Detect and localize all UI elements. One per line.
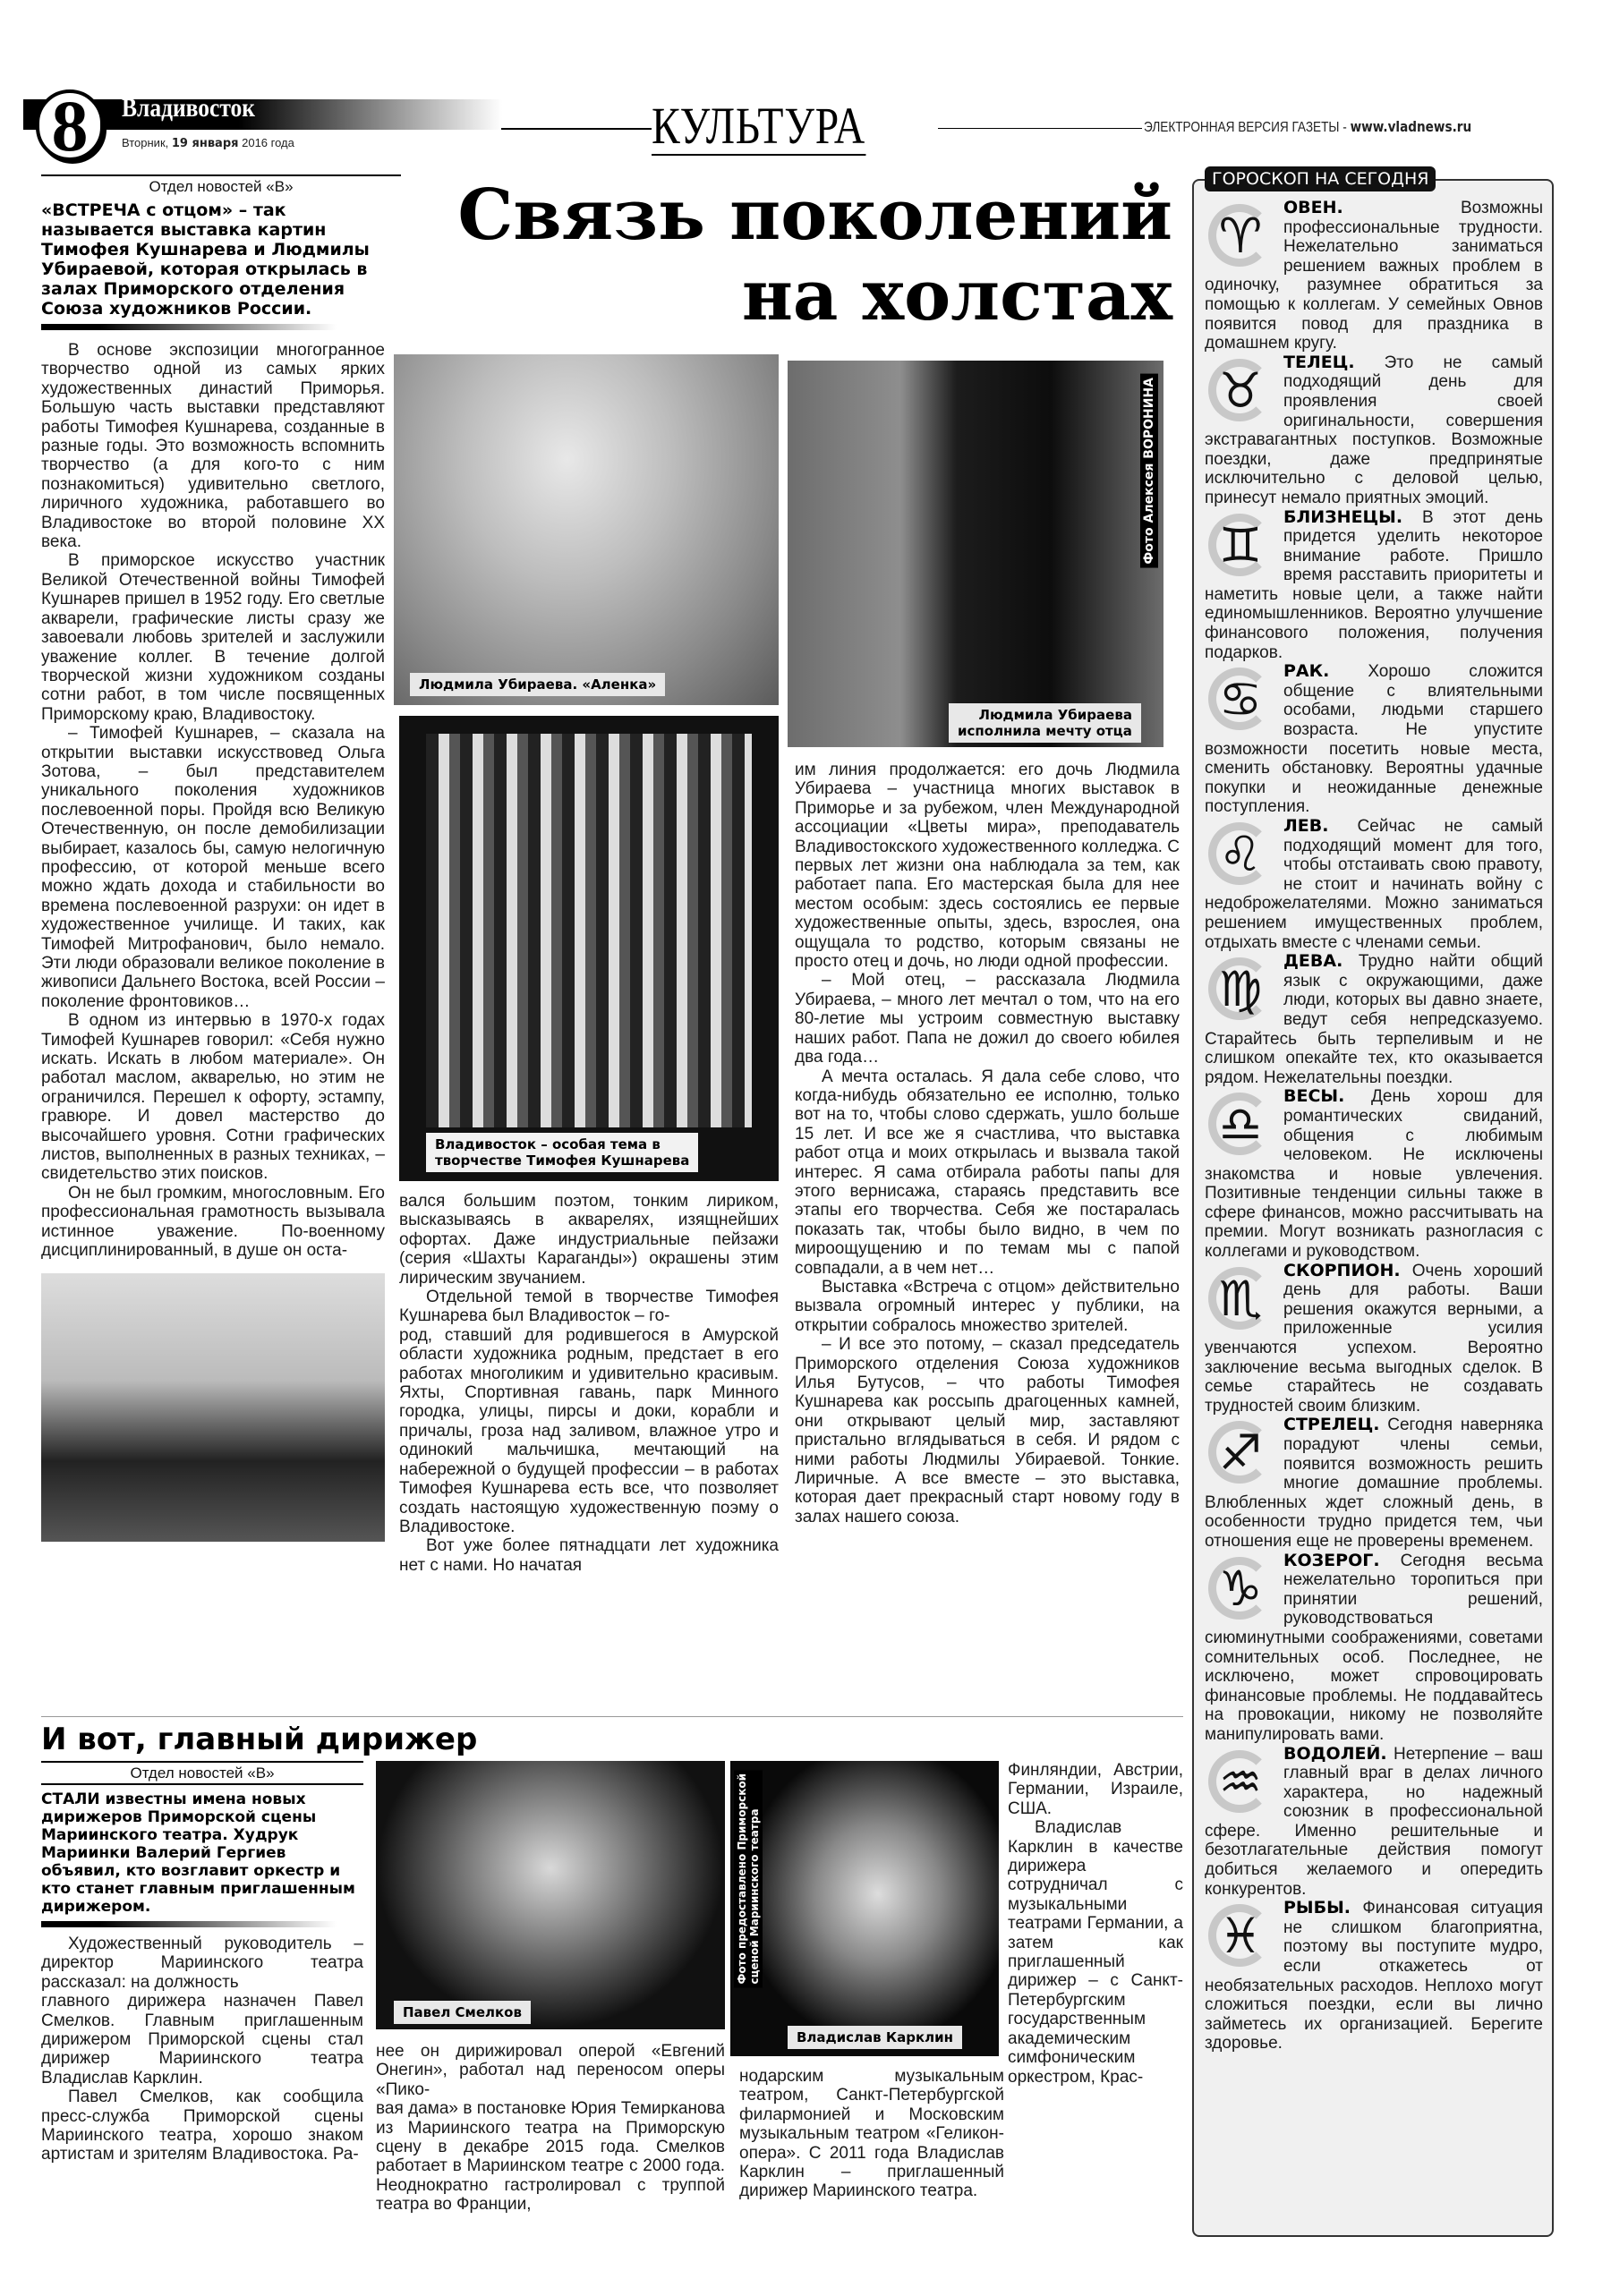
edition-note [1144, 118, 1471, 136]
horoscope-sign-cancer [1205, 662, 1543, 817]
lead-underline-2 [41, 1921, 337, 1927]
sign-text: Это не самый подходящий день для проявления своей оригинальности, совершения экстравагантных поступков. Возможные поездки, даже предпринятые исключительно с деловой целью, принесут немало приятных эмоций. [1205, 353, 1543, 507]
paragraph: Отдельной темой в творчестве Тимофея Кушнарева был Владивосток – го- [399, 1288, 779, 1326]
paragraph: главного дирижера назначен Павел Смелков. Главным приглашенным дирижером Приморской сцены стал дирижер Мариинского театра Владислав Карклин. [41, 1992, 363, 2088]
newspaper-name: Владивосток [122, 93, 255, 123]
ubiraeva-portrait-photo [788, 361, 1164, 747]
article1-lead: «ВСТРЕЧА с отцом» – так называется выставка картин Тимофея Кушнарева и Людмилы Убираевой, которая открылась в залах Приморского отделения Союза художников России. [41, 200, 370, 319]
sign-text: Очень хороший день для работы. Ваши решения окажутся верными, а приложенные усилия увенчаются успехом. Вероятно заключение весьма выгодных сделок. В семье старайтесь не создавать трудностей своим близким. [1205, 1261, 1543, 1416]
paragraph: А мечта осталась. Я дала себе слово, что когда-нибудь обязательно ее исполню, только вот на то, чтобы слово сдержать, ушло больше 15 лет. И все же я счастлива, что выставка работ отца и моих открылась и вызвала такой интерес. Я сама отбирала работы папы для этого вернисажа, стараясь представить все этапы его творчества. Себя же постаралась показать так, чтобы было видно, в чем по мироощущению и по темам мы с папой совпадали, а в чем нет… [795, 1067, 1180, 1278]
smelkov-caption: Павел Смелков [394, 2001, 531, 2024]
sign-text: В этот день придется уделить некоторое внимание работе. Пришло время расставить приоритеты и наметить новые цели, а также найти единомышленников. Вероятно улучшение финансового положения, получения подарков. [1205, 507, 1543, 662]
cancer-icon: ♋ [1205, 664, 1276, 737]
title-line-1: Связь поколений [457, 174, 1172, 256]
article2-byline: Отдел новостей «В» [41, 1761, 363, 1785]
sign-text: Нетерпение – ваш главный враг в делах личного характера, но надежный союзник в профессиональной сфере. Именно решительные и безотлагательные действия помогут добиться желаемого и опередить конкурентов. [1205, 1744, 1543, 1899]
paragraph: Он не был громким, многословным. Его профессиональная грамотность вызывала истинное уважение. По-военному дисциплинированный, в душе он оста- [41, 1183, 385, 1261]
paragraph: нодарским музыкальным театром, Санкт-Петербургской филармонией и Московским музыкальным театром «Геликон-опера». С 2011 года Владислав Карклин – приглашенный дирижер Мариинского театра. [739, 2067, 1004, 2201]
header-rule-left [501, 128, 652, 130]
paragraph: – Мой отец, – рассказала Людмила Убираева, – много лет мечтал о том, что на его 80-летие мы устроим совместную выставку наших работ. Папа не дожил до своего юбилея два года… [795, 971, 1180, 1067]
paragraph: В одном из интервью в 1970-х годах Тимофей Кушнарев говорил: «Себя нужно искать. Искать в любом материале». Он работал маслом, акварелью, но этим не ограничился. Перешел к офорту, эстампу, гравюре. И довел мастерство до высочайшего уровня. Сотни графических листов, выполненных в разных техниках, – свидетельство этих поисков. [41, 1011, 385, 1184]
city-caption [426, 1133, 698, 1172]
lead-underline [41, 324, 337, 330]
article1-column-1 [41, 200, 385, 1542]
article1-column-3 [795, 761, 1180, 1526]
portrait-caption [949, 703, 1141, 743]
leo-icon: ♌ [1205, 819, 1276, 892]
sign-name: ЛЕВ. [1283, 817, 1329, 836]
date-day: 19 января [171, 137, 239, 150]
sign-text: Сейчас не самый подходящий момент для того, чтобы отстаивать свою правоту, не стоит и начинать войну с недоброжелателями. Можно заниматься решением имущественных проблем, отдыхать вместе с членами семьи. [1205, 817, 1543, 952]
sign-name: ДЕВА. [1283, 952, 1343, 972]
paragraph: вая дама» в постановке Юрия Темирканова из Мариинского театра на Приморскую сцену в декабре 2015 года. Смелков работает в Мариинском театре с 2000 года. Неоднократно гастролировал с труппой театра во Франции, [376, 2099, 725, 2215]
horoscope-sign-sagittarius [1205, 1416, 1543, 1551]
sign-name: КОЗЕРОГ. [1283, 1551, 1380, 1570]
paragraph: Владислав Карклин в качестве дирижера сотрудничал с музыкальными театрами Германии, а затем как приглашенный дирижер – с Санкт-Петербургским государственным академическим симфоническим оркестром, Крас- [1008, 1818, 1183, 2087]
paragraph: нее он дирижировал оперой «Евгений Онегин», работал над переносом оперы «Пико- [376, 2042, 725, 2099]
paragraph: – Тимофей Кушнарев, – сказала на открытии выставки искусствовед Ольга Зотова, – был представителем уникального поколения художников послевоенной поры. Пройдя всю Великую Отечественную, он после демобилизации выбирает, казалось бы, самую нелогичную профессию, от которой меньше всего можно ждать дохода и стабильности во времена послевоенной разрухи: он идет в художественное училище. И таких, как Тимофей Митрофанович, было немало. Эти люди образовали великое поколение в живописи Дальнего Востока, всей России – поколение фронтовиков… [41, 724, 385, 1011]
edition-label: ЭЛЕКТРОННАЯ ВЕРСИЯ ГАЗЕТЫ - [1144, 120, 1347, 135]
sign-name: БЛИЗНЕЦЫ. [1283, 507, 1403, 527]
sign-name: СКОРПИОН. [1283, 1261, 1401, 1280]
horoscope-sign-pisces [1205, 1899, 1543, 2054]
paragraph: вался большим поэтом, тонким лириком, высказываясь в акварелях, изящнейших офортах. Даже индустриальные пейзажи (серия «Шахты Караганды») окрашены этим лирическим звучанием. [399, 1192, 779, 1288]
sign-text: Сегодня весьма нежелательно торопиться при принятии решений, руководствоваться сиюминутными соображениями, советами сомнительных особ. Последнее, не исключено, может спровоцировать финансовые проблемы. Не поддавайтесь на провокации, никому не позволяйте манипулировать вами. [1205, 1551, 1543, 1744]
sign-name: ВЕСЫ. [1283, 1087, 1345, 1107]
horoscope-sign-scorpio [1205, 1262, 1543, 1416]
sign-name: РЫБЫ. [1283, 1899, 1351, 1918]
horoscope-list [1205, 199, 1543, 2054]
sign-name: ОВЕН. [1283, 199, 1343, 217]
city-engraving-frame [399, 716, 779, 1181]
city-caption-line-2: творчестве Тимофея Кушнарева [435, 1152, 690, 1169]
sign-name: ВОДОЛЕЙ. [1283, 1744, 1387, 1764]
article2-column-3-narrow [1008, 1761, 1183, 2087]
painting-caption: Людмила Убираева. «Аленка» [410, 673, 665, 696]
paragraph: В приморское искусство участник Великой Отечественной войны Тимофей Кушнарев пришел в 1952 году. Его светлые акварели, графические листы сразу же завоевали любовь зрителей и заслужили уважение коллег. В течение долгой творческой жизни художником созданы сотни работ, в том числе посвященных Приморскому краю, Владивостоку. [41, 551, 385, 724]
sign-text: День хорош для романтических свиданий, общения с любимым человеком. Не исключены знакомства и новые увлечения. Позитивные тенденции сильны также в сфере финансов, можно рассчитывать на премии. Могут возникать разногласия с коллегами и руководством. [1205, 1087, 1543, 1262]
portrait-caption-line-2: исполнила мечту отца [958, 723, 1132, 739]
date-weekday: Вторник, [122, 136, 169, 149]
sign-name: ТЕЛЕЦ. [1283, 353, 1355, 372]
paragraph: Выставка «Встреча с отцом» действительно вызвала огромный интерес у публики, на открытии собралось множество зрителей. [795, 1277, 1180, 1335]
horoscope-sign-taurus [1205, 353, 1543, 508]
paragraph: Финляндии, Австрии, Германии, Израиле, США. [1008, 1761, 1183, 1818]
photo-credit-2-line-1: Фото предоставлено Приморской [736, 1773, 748, 1985]
article1-column-2-text [399, 1192, 779, 1575]
exhibition-visitors-photo [41, 1273, 385, 1542]
article2-column-1-text [41, 1935, 363, 2164]
gemini-icon: ♊ [1205, 510, 1276, 583]
article2-column-2 [376, 2042, 725, 2215]
article2-title: И вот, главный дирижер [41, 1722, 478, 1757]
article1-column-1-text [41, 341, 385, 1261]
date-year: 2016 года [242, 136, 294, 149]
horoscope-sign-aquarius [1205, 1745, 1543, 1900]
page-number: 8 [36, 89, 104, 161]
issue-date [122, 136, 294, 150]
painting-alenka-photo [394, 354, 779, 705]
article2-column-1 [41, 1761, 363, 2164]
article2-lead: СТАЛИ известны имена новых дирижеров Приморской сцены Мариинского театра. Худрук Мариинки Валерий Гергиев объявил, кто возглавит оркестр и кто станет главным приглашенным дирижером. [41, 1790, 355, 1916]
paragraph: им линия продолжается: его дочь Людмила Убираева – участница многих выставок в Приморье и за рубежом, член Международной ассоциации «Цветы мира», преподаватель Владивостокского художественного колледжа. С первых лет жизни она наблюдала за тем, как работает папа. Его мастерская была для нее местом особым: здесь состоялись ее первые художественные опыты, здесь, взрослея, она ощущала то родство, которым связаны не просто отец и дочь, но люди одной профессии. [795, 761, 1180, 972]
sign-name: РАК. [1283, 662, 1330, 682]
virgo-icon: ♍ [1205, 954, 1276, 1027]
section-title: КУЛЬТУРА [652, 97, 866, 155]
article1-byline: Отдел новостей «В» [41, 174, 401, 197]
aquarius-icon: ♒ [1205, 1747, 1276, 1820]
paragraph: род, ставший для родившегося в Амурской области художника родным, предстает в его работах многоликим и удивительно красивым. Яхты, Спортивная гавань, парк Минного городка, улицы, пирсы и доки, корабли и причалы, гроза над заливом, влажное утро и одинокий мальчишка, мечтающий на набережной о будущей профессии – в работах Тимофея Кушнарева есть все, что позволяет создать настоящую художественную поэму о Владивостоке. [399, 1325, 779, 1536]
aries-icon: ♈ [1205, 200, 1276, 274]
sign-text: Сегодня наверняка порадуют члены семьи, появится возможность решить многие домашние проблемы. Влюбленных ждет сложный день, в особенности трудно придется тем, чьи отношения еще не проверены временем. [1205, 1416, 1543, 1551]
horoscope-sign-capricorn [1205, 1552, 1543, 1745]
sign-text: Возможны профессиональные трудности. Нежелательно заниматься решением важных проблем в одиночку, разумнее обратиться за помощью к коллегам. У семейных Овнов появится повод для праздника в домашнем кругу. [1205, 199, 1543, 353]
header-rule-right [938, 128, 1142, 129]
portrait-caption-line-1: Людмила Убираева [978, 707, 1132, 723]
horoscope-title: ГОРОСКОП НА СЕГОДНЯ [1205, 166, 1436, 191]
article1-column-2 [399, 716, 779, 1575]
photo-credit: Фото Алексея ВОРОНИНА [1140, 374, 1158, 568]
horoscope-sign-libra [1205, 1087, 1543, 1261]
vladivostok-engraving [426, 734, 752, 1127]
edition-url[interactable]: www.vladnews.ru [1350, 118, 1472, 135]
libra-icon: ♎ [1205, 1089, 1276, 1162]
sign-text: Трудно найти общий язык с окружающими, даже люди, которых вы давно знаете, ведут себя непредсказуемо. Старайтесь быть терпеливым и не слишком опекайте тех, кто оказывается рядом. Нежелательны поездки. [1205, 952, 1543, 1087]
horoscope-sign-leo [1205, 817, 1543, 952]
article1-title [421, 175, 1172, 336]
karklin-caption: Владислав Карклин [788, 2026, 962, 2049]
sign-text: Хорошо сложится общение с влиятельными особами, людьми старшего возраста. Не упустите возможности посетить новые места, сменить обстановку. Вероятны удачные покупки и неожиданные денежные поступления. [1205, 662, 1543, 817]
smelkov-photo [376, 1761, 725, 2029]
photo-credit-2-line-2: сценой Мариинского театра [748, 1808, 761, 1985]
horoscope-sign-virgo [1205, 952, 1543, 1087]
paragraph: – И все это потому, – сказал председатель Приморского отделения Союза художников Илья Бутусов, – что работы Тимофея Кушнарева как россыпь драгоценных камней, они открывают целый мир, заставляют пристально вглядываться в себя. И рядом с ними работы Людмилы Убираевой. Тонкие. Лиричные. А все вместе – это выставка, которая дает прекрасный старт новому году в залах нашего союза. [795, 1335, 1180, 1526]
horoscope-sign-aries [1205, 199, 1543, 353]
sign-name: СТРЕЛЕЦ. [1283, 1416, 1380, 1435]
article2-column-3 [739, 2067, 1004, 2201]
horoscope-sign-gemini [1205, 508, 1543, 663]
paragraph: Художественный руководитель – директор Мариинского театра рассказал: на должность [41, 1935, 363, 1992]
paragraph: В основе экспозиции многогранное творчество одной из самых ярких художественных династий Приморья. Большую часть выставки представляют работы Тимофея Кушнарева, созданные в разные годы. Это возможность вспомнить творчество (а для кого-то с ним познакомиться) удивительно светлого, лиричного художника, работавшего во Владивостоке во второй половине XX века. [41, 341, 385, 552]
paragraph: Павел Смелков, как сообщила пресс-служба Приморской сцены Мариинского театра, хорошо знаком артистам и зрителям Владивостока. Ра- [41, 2088, 363, 2164]
sagittarius-icon: ♐ [1205, 1417, 1276, 1491]
taurus-icon: ♉ [1205, 355, 1276, 429]
section-divider [41, 1716, 1183, 1717]
paragraph: Вот уже более пятнадцати лет художника нет с нами. Но начатая [399, 1536, 779, 1575]
scorpio-icon: ♏ [1205, 1263, 1276, 1337]
capricorn-icon: ♑ [1205, 1553, 1276, 1627]
karklin-photo [730, 1761, 999, 2056]
photo-credit-2 [734, 1770, 763, 1987]
pisces-icon: ♓ [1205, 1901, 1276, 1974]
sign-text: Финансовая ситуация не слишком благоприятна, поэтому вы поступите мудро, если откажетесь от необязательных расходов. Неплохо могут сложиться поездки, если вы лично займетесь их организацией. Берегите здоровье. [1205, 1899, 1543, 2054]
title-line-2: на холстах [741, 255, 1172, 336]
city-caption-line-1: Владивосток – особая тема в [435, 1136, 661, 1152]
